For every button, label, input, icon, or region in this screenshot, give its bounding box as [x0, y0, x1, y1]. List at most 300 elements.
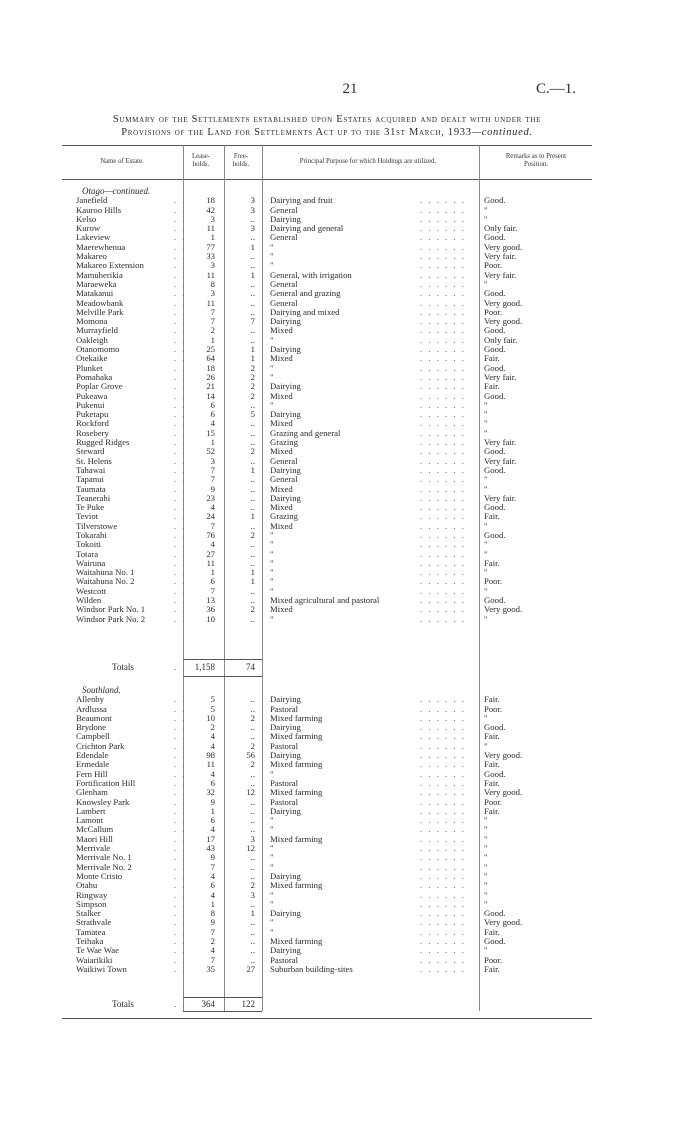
leader-dots: . .	[174, 796, 187, 807]
leader-dots: . .	[174, 474, 187, 485]
remarks-text: "	[484, 880, 488, 891]
leader-dots: . .	[174, 750, 187, 761]
purpose-text: "	[270, 852, 274, 863]
estate-name: Pukeawa	[76, 390, 108, 401]
leaseholds-value: 18	[206, 362, 215, 373]
table-row	[72, 410, 592, 419]
table-row	[72, 788, 592, 797]
purpose-text: Mixed agricultural and pastoral	[270, 595, 380, 606]
remarks-text: Fair.	[484, 805, 500, 816]
leaseholds-value: 1	[210, 232, 215, 243]
leader-dots: . .	[174, 241, 187, 252]
leader-dots: . .	[174, 399, 187, 410]
freeholds-value: ..	[250, 334, 255, 345]
table-row	[72, 891, 592, 900]
table-row	[72, 531, 592, 540]
leader-dots: . .	[174, 362, 187, 373]
purpose-text: "	[270, 815, 274, 826]
purpose-text: General	[270, 278, 298, 289]
purpose-text: Mixed farming	[270, 880, 323, 891]
leaseholds-value: 4	[210, 418, 215, 429]
leader-dots: . .	[174, 703, 187, 714]
freeholds-value: 1	[250, 511, 255, 522]
estate-name: Tokarahi	[76, 529, 107, 540]
leaseholds-value: 25	[206, 344, 215, 355]
freeholds-value: 2	[250, 712, 255, 723]
leader-dots: . . . . . .	[420, 409, 466, 420]
otago-table	[72, 187, 592, 624]
purpose-text: Dairying	[270, 908, 301, 919]
purpose-text: Dairying and fruit	[270, 195, 333, 206]
estate-name: Stalker	[76, 908, 101, 919]
leaseholds-value: 1	[210, 334, 215, 345]
table-row	[72, 825, 592, 834]
freeholds-value: 2	[250, 362, 255, 373]
remarks-text: "	[484, 204, 488, 215]
leader-dots: . . . . . .	[420, 585, 466, 596]
leader-dots: . . . . . .	[420, 278, 466, 289]
remarks-text: Good.	[484, 390, 506, 401]
purpose-text: Dairying	[270, 381, 301, 392]
freeholds-value: 7	[250, 316, 255, 327]
leader-dots: . . . . . .	[420, 880, 466, 891]
leaseholds-value: 7	[210, 464, 215, 475]
purpose-text: Dairying	[270, 213, 301, 224]
leader-dots: . . . . . .	[420, 740, 466, 751]
remarks-text: Very fair.	[484, 371, 517, 382]
leaseholds-value: 2	[210, 325, 215, 336]
leader-dots: . . . . . .	[420, 288, 466, 299]
remarks-text: "	[484, 898, 488, 909]
leader-dots: . .	[174, 908, 187, 919]
leader-dots: . .	[174, 325, 187, 336]
leaseholds-value: 4	[210, 945, 215, 956]
estate-name: Rockford	[76, 418, 109, 429]
table-row	[72, 568, 592, 577]
freeholds-value: 1	[250, 567, 255, 578]
leader-dots: . .	[174, 511, 187, 522]
leader-dots: . . . . . .	[420, 232, 466, 243]
remarks-text: Good.	[484, 936, 506, 947]
leader-dots: . .	[174, 880, 187, 891]
estate-name: Knowsley Park	[76, 796, 130, 807]
remarks-text: Very good.	[484, 604, 523, 615]
freeholds-value: ..	[250, 731, 255, 742]
leader-dots: . . . . . .	[420, 557, 466, 568]
freeholds-value: ..	[250, 548, 255, 559]
leader-dots: . . . . . .	[420, 418, 466, 429]
leader-dots: . .	[174, 492, 187, 503]
leader-dots: . . . . . .	[420, 768, 466, 779]
remarks-text: "	[484, 833, 488, 844]
leaseholds-value: 36	[206, 604, 215, 615]
freeholds-value: ..	[250, 297, 255, 308]
estate-name: Te Wae Wae	[76, 945, 120, 956]
leader-dots: . . . . . .	[420, 297, 466, 308]
leaseholds-value: 2	[210, 936, 215, 947]
table-row	[72, 512, 592, 521]
purpose-text: "	[270, 251, 274, 262]
freeholds-value: 3	[250, 889, 255, 900]
freeholds-value: 2	[250, 880, 255, 891]
leaseholds-value: 4	[210, 740, 215, 751]
leader-dots: . .	[174, 427, 187, 438]
leaseholds-value: 98	[206, 750, 215, 761]
estate-name: Ringway	[76, 889, 108, 900]
leader-dots: . . . . . .	[420, 787, 466, 798]
leaseholds-value: 27	[206, 548, 215, 559]
estate-name: Waitahuna No. 2	[76, 576, 135, 587]
remarks-text: "	[484, 843, 488, 854]
leader-dots: . . . . . .	[420, 269, 466, 280]
remarks-text: "	[484, 278, 488, 289]
purpose-text: Pastoral	[270, 740, 298, 751]
purpose-text: Mixed farming	[270, 787, 323, 798]
leader-dots: . . . . . .	[420, 567, 466, 578]
leaseholds-value: 33	[206, 251, 215, 262]
leaseholds-value: 7	[210, 520, 215, 531]
freeholds-value: ..	[250, 703, 255, 714]
table-row	[72, 918, 592, 927]
leaseholds-total: 364	[201, 999, 215, 1009]
leaseholds-value: 21	[206, 381, 215, 392]
purpose-text: General	[270, 455, 298, 466]
purpose-text: Dairying and general	[270, 223, 344, 234]
leader-dots: . . . . . .	[420, 889, 466, 900]
leaseholds-value: 13	[206, 595, 215, 606]
remarks-text: "	[484, 548, 488, 559]
table-row	[72, 900, 592, 909]
remarks-text: Very good.	[484, 917, 523, 928]
leader-dots: . . . . . .	[420, 815, 466, 826]
remarks-text: "	[484, 824, 488, 835]
leader-dots: . .	[174, 694, 187, 705]
leaseholds-value: 1	[210, 437, 215, 448]
purpose-text: "	[270, 371, 274, 382]
leader-dots: . . . . . .	[420, 306, 466, 317]
leaseholds-value: 10	[206, 712, 215, 723]
leader-dots: . .	[174, 316, 187, 327]
estate-name: Crichton Park	[76, 740, 125, 751]
purpose-text: "	[270, 576, 274, 587]
leaseholds-value: 4	[210, 870, 215, 881]
table-row	[72, 540, 592, 549]
remarks-text: Very good.	[484, 750, 523, 761]
leader-dots: . .	[174, 297, 187, 308]
freeholds-total: 122	[241, 999, 255, 1009]
freeholds-value: ..	[250, 520, 255, 531]
leader-dots: . .	[174, 787, 187, 798]
leaseholds-value: 4	[210, 539, 215, 550]
remarks-text: "	[484, 483, 488, 494]
freeholds-value: ..	[250, 474, 255, 485]
leader-dots: . .	[174, 805, 187, 816]
leader-dots: . . . . . .	[420, 694, 466, 705]
estate-name: Kauroo Hills	[76, 204, 122, 215]
leaseholds-value: 9	[210, 483, 215, 494]
table-row	[72, 705, 592, 714]
estate-name: Teanerahi	[76, 492, 111, 503]
leader-dots: . .	[174, 483, 187, 494]
estate-name: Pukenui	[76, 399, 105, 410]
leader-dots: . . . . . .	[420, 223, 466, 234]
table-row	[72, 881, 592, 890]
table-row	[72, 760, 592, 769]
leaseholds-value: 6	[210, 815, 215, 826]
remarks-text: "	[484, 474, 488, 485]
leaseholds-value: 5	[210, 694, 215, 705]
purpose-text: "	[270, 889, 274, 900]
leader-dots: . . . . . .	[420, 371, 466, 382]
estate-name: Tokoiti	[76, 539, 101, 550]
leader-dots: . . . . . .	[420, 204, 466, 215]
table-row	[72, 438, 592, 447]
remarks-text: "	[484, 585, 488, 596]
leaseholds-value: 42	[206, 204, 215, 215]
freeholds-value: ..	[250, 694, 255, 705]
col-header-purpose: Principal Purpose for which Holdings are utilized.	[299, 158, 437, 165]
remarks-text: Very fair.	[484, 437, 517, 448]
table-row	[72, 807, 592, 816]
estate-name: Maerewhenua	[76, 241, 126, 252]
freeholds-value: ..	[250, 437, 255, 448]
estate-name: Allenby	[76, 694, 104, 705]
purpose-text: "	[270, 529, 274, 540]
leaseholds-value: 4	[210, 768, 215, 779]
remarks-text: Fair.	[484, 353, 500, 364]
leader-dots: . .	[174, 852, 187, 863]
purpose-text: Mixed farming	[270, 936, 323, 947]
remarks-text: "	[484, 409, 488, 420]
remarks-text: Very fair.	[484, 492, 517, 503]
purpose-text: Mixed	[270, 418, 293, 429]
col-header-remarks: Remarks as to Present Position.	[505, 153, 567, 168]
freeholds-value: ..	[250, 585, 255, 596]
estate-name: Tahawai	[76, 464, 106, 475]
purpose-text: Dairying	[270, 316, 301, 327]
leaseholds-value: 11	[206, 557, 215, 568]
leaseholds-value: 26	[206, 371, 215, 382]
freeholds-value: 3	[250, 195, 255, 206]
table-row	[72, 475, 592, 484]
totals-rule	[183, 659, 262, 660]
table-row	[72, 466, 592, 475]
freeholds-value: ..	[250, 232, 255, 243]
remarks-text: "	[484, 852, 488, 863]
table-row	[72, 844, 592, 853]
remarks-text: "	[484, 889, 488, 900]
estate-name: Rugged Ridges	[76, 437, 130, 448]
leader-dots: . . . . . .	[420, 362, 466, 373]
estate-name: Tilverstowe	[76, 520, 118, 531]
leader-dots: . .	[174, 926, 187, 937]
leaseholds-value: 4	[210, 502, 215, 513]
estate-name: Pomahaka	[76, 371, 113, 382]
estate-name: Te Puke	[76, 502, 105, 513]
leader-dots: . . . . . .	[420, 260, 466, 271]
purpose-text: "	[270, 399, 274, 410]
leader-dots: . . . . . .	[420, 898, 466, 909]
remarks-text: Good.	[484, 344, 506, 355]
table-row	[72, 605, 592, 614]
estate-name: Makareo Extension	[76, 260, 144, 271]
leader-dots: . . . . . .	[420, 464, 466, 475]
estate-name: Momona	[76, 316, 108, 327]
table-row	[72, 946, 592, 955]
leader-dots: . .	[174, 567, 187, 578]
table-row	[72, 770, 592, 779]
remarks-text: "	[484, 712, 488, 723]
leader-dots: . .	[174, 464, 187, 475]
leader-dots: . .	[174, 232, 187, 243]
leader-dots: . . . . . .	[420, 455, 466, 466]
remarks-text: Fair.	[484, 731, 500, 742]
remarks-text: Very fair.	[484, 455, 517, 466]
remarks-text: "	[484, 861, 488, 872]
totals-label: Totals	[112, 999, 134, 1009]
freeholds-value: 2	[250, 604, 255, 615]
table-row	[72, 382, 592, 391]
leader-dots: . . . . . .	[420, 511, 466, 522]
remarks-text: Fair.	[484, 694, 500, 705]
leaseholds-value: 6	[210, 409, 215, 420]
totals-row	[72, 1000, 592, 1009]
purpose-text: Dairying	[270, 805, 301, 816]
freeholds-total: 74	[246, 662, 255, 672]
purpose-text: Grazing and general	[270, 427, 341, 438]
estate-name: Teviot	[76, 511, 99, 522]
freeholds-value: ..	[250, 870, 255, 881]
leader-dots: . . . . . .	[420, 908, 466, 919]
leaseholds-value: 6	[210, 399, 215, 410]
purpose-text: "	[270, 539, 274, 550]
remarks-text: Good.	[484, 722, 506, 733]
remarks-text: Good.	[484, 502, 506, 513]
leader-dots: . . . . . .	[420, 759, 466, 770]
purpose-text: "	[270, 334, 274, 345]
purpose-text: Mixed	[270, 353, 293, 364]
remarks-text: "	[484, 815, 488, 826]
estate-name: Windsor Park No. 2	[76, 613, 146, 624]
totals-rule	[183, 1011, 262, 1012]
estate-name: Strathvale	[76, 917, 112, 928]
leaseholds-value: 8	[210, 278, 215, 289]
purpose-text: "	[270, 843, 274, 854]
leader-dots: . . . . . .	[420, 195, 466, 206]
leaseholds-value: 7	[210, 316, 215, 327]
leaseholds-value: 3	[210, 288, 215, 299]
remarks-text: Fair.	[484, 557, 500, 568]
leader-dots: . .	[174, 381, 187, 392]
remarks-text: Fair.	[484, 926, 500, 937]
remarks-text: Good.	[484, 529, 506, 540]
remarks-text: Good.	[484, 768, 506, 779]
leaseholds-value: 64	[206, 353, 215, 364]
leader-dots: . .	[174, 815, 187, 826]
freeholds-value: ..	[250, 722, 255, 733]
freeholds-value: ..	[250, 213, 255, 224]
leaseholds-value: 18	[206, 195, 215, 206]
leaseholds-value: 1	[210, 898, 215, 909]
leader-dots: . .	[174, 213, 187, 224]
estate-name: Merrivale No. 1	[76, 852, 132, 863]
purpose-text: Dairying	[270, 722, 301, 733]
leader-dots: . .	[174, 861, 187, 872]
remarks-text: "	[484, 613, 488, 624]
leaseholds-value: 9	[210, 852, 215, 863]
leader-dots: . . . . . .	[420, 213, 466, 224]
leader-dots: . .	[174, 418, 187, 429]
leader-dots: . .	[174, 759, 187, 770]
leader-dots: . .	[174, 288, 187, 299]
freeholds-value: 56	[246, 750, 255, 761]
purpose-text: Mixed farming	[270, 712, 323, 723]
estate-name: Simpson	[76, 898, 107, 909]
leader-dots: . . . . . .	[420, 251, 466, 262]
estate-name: Rosebery	[76, 427, 109, 438]
leader-dots: . . . . . .	[420, 796, 466, 807]
remarks-text: Very fair.	[484, 251, 517, 262]
remarks-text: Good.	[484, 232, 506, 243]
purpose-text: Dairying	[270, 750, 301, 761]
purpose-text: General	[270, 204, 298, 215]
leader-dots: . . . . . .	[420, 870, 466, 881]
freeholds-value: 1	[250, 344, 255, 355]
estate-name: Kurow	[76, 223, 101, 234]
purpose-text: "	[270, 917, 274, 928]
leader-dots: . .	[174, 251, 187, 262]
leader-dots: . .	[174, 437, 187, 448]
freeholds-value: 27	[246, 963, 255, 974]
leader-dots: . . . . . .	[420, 344, 466, 355]
purpose-text: Grazing	[270, 511, 298, 522]
leader-dots: . .	[174, 954, 187, 965]
freeholds-value: 1	[250, 464, 255, 475]
title-line-2	[62, 126, 592, 139]
freeholds-value: 3	[250, 833, 255, 844]
freeholds-value: ..	[250, 945, 255, 956]
remarks-text: "	[484, 399, 488, 410]
estate-name: Merrivale No. 2	[76, 861, 132, 872]
leader-dots: . . . . . .	[420, 241, 466, 252]
leaseholds-value: 23	[206, 492, 215, 503]
remarks-text: Fair.	[484, 759, 500, 770]
remarks-text: "	[484, 539, 488, 550]
estate-name: Matakanui	[76, 288, 114, 299]
remarks-text: Only fair.	[484, 334, 518, 345]
freeholds-value: ..	[250, 796, 255, 807]
freeholds-value: 2	[250, 381, 255, 392]
col-header-leaseholds: Lease- holds.	[191, 153, 211, 168]
leader-dots: . .	[174, 936, 187, 947]
purpose-text: "	[270, 260, 274, 271]
remarks-text: "	[484, 427, 488, 438]
purpose-text: "	[270, 613, 274, 624]
freeholds-value: ..	[250, 861, 255, 872]
purpose-text: General and grazing	[270, 288, 341, 299]
leader-dots: . . . . . .	[420, 437, 466, 448]
leader-dots: . .	[174, 334, 187, 345]
leader-dots: . .	[174, 204, 187, 215]
leader-dots: . . . . . .	[420, 353, 466, 364]
leaseholds-value: 2	[210, 722, 215, 733]
table-row	[72, 751, 592, 760]
remarks-text: Very good.	[484, 316, 523, 327]
remarks-text: Very good.	[484, 297, 523, 308]
remarks-text: Good.	[484, 195, 506, 206]
leaseholds-value: 11	[206, 759, 215, 770]
leader-dots: . . . . . .	[420, 474, 466, 485]
